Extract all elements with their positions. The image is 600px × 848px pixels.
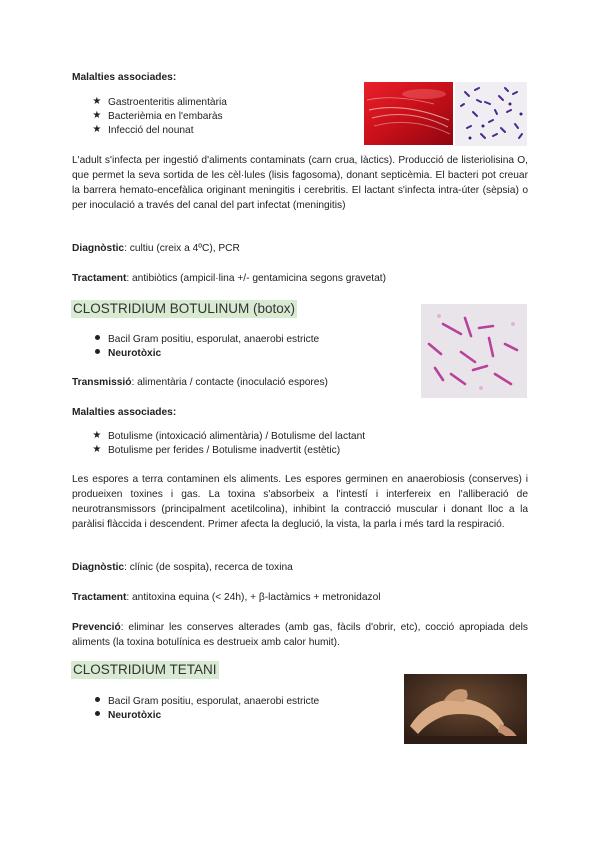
diagnostic-line-2: Diagnòstic: clínic (de sospita), recerca de toxina bbox=[72, 562, 293, 573]
list-item: Botulisme (intoxicació alimentària) / Botulisme del lactant bbox=[108, 431, 366, 442]
bullet-dot-icon bbox=[92, 333, 102, 344]
diagnostic-line-1: Diagnòstic: cultiu (creix a 4ºC), PCR bbox=[72, 243, 240, 254]
list-item: Gastroenteritis alimentària bbox=[108, 97, 227, 108]
agar-plate-image bbox=[364, 82, 453, 145]
bullet-dot-icon bbox=[92, 347, 102, 358]
heading-clostridium-botulinum: CLOSTRIDIUM BOTULINUM (botox) bbox=[73, 301, 296, 316]
star-bullet-icon: ★ bbox=[92, 430, 102, 441]
list-item: Botulisme per ferides / Botulisme inadvertit (estètic) bbox=[108, 445, 341, 456]
assoc-label-1: Malalties associades: bbox=[72, 72, 177, 83]
tetanus-painting-image bbox=[404, 674, 527, 744]
star-bullet-icon: ★ bbox=[92, 444, 102, 455]
botulinum-paragraph: Les espores a terra contaminen els aliments. Les espores germinen en anaerobiosis (conserves) i produeixen toxines i gas. La toxina s'absorbeix a l'intestí i interfereix en l'alliberació de neurotransmissors (principalment acetilcolina), inhibint la contracció muscular i donant lloc a la paràlisi flàccida i descendent. Primer afecta la deglució, la vista, la parla i més tard la respiració. bbox=[72, 474, 528, 530]
list-item: Neurotòxic bbox=[108, 710, 162, 721]
assoc-label-2: Malalties associades: bbox=[72, 407, 177, 418]
listeria-paragraph: L'adult s'infecta per ingestió d'aliments contaminats (carn crua, làctics). Producció de listeriolisina O, que permet la seva sortida de les cèl·lules (lisis fagosoma), donant septicèmia. El bacteri pot creuar la barrera hemato-encefàlica originant meningitis i cerebritis. El lactant s'infecta intra-úter (sèpsia) o per inoculació a través del canal del part infectat (meningitis) bbox=[72, 155, 528, 211]
treatment-line-1: Tractament: antibiòtics (ampicil·lina +/- gentamicina segons gravetat) bbox=[72, 273, 386, 284]
star-bullet-icon: ★ bbox=[92, 96, 102, 107]
list-item: Bacterièmia en l'embaràs bbox=[108, 111, 223, 122]
list-item: Infecció del nounat bbox=[108, 125, 194, 136]
heading-clostridium-tetani: CLOSTRIDIUM TETANI bbox=[73, 662, 217, 677]
star-bullet-icon: ★ bbox=[92, 124, 102, 135]
treatment-line-2: Tractament: antitoxina equina (< 24h), + β-lactàmics + metronidazol bbox=[72, 592, 381, 603]
botulinum-micrograph-image bbox=[421, 304, 527, 398]
list-item: Neurotòxic bbox=[108, 348, 162, 359]
bullet-dot-icon bbox=[92, 709, 102, 720]
prevention-paragraph: Prevenció: eliminar les conserves alterades (amb gas, fàcils d'obrir, etc), cocció apropiada dels aliments (la toxina botulínica es destrueix amb calor humit). bbox=[72, 622, 528, 648]
bullet-dot-icon bbox=[92, 695, 102, 706]
list-item: Bacil Gram positiu, esporulat, anaerobi estricte bbox=[108, 334, 320, 345]
star-bullet-icon: ★ bbox=[92, 110, 102, 121]
list-item: Bacil Gram positiu, esporulat, anaerobi estricte bbox=[108, 696, 320, 707]
transmission-line: Transmissió: alimentària / contacte (inoculació espores) bbox=[72, 377, 328, 388]
gram-stain-image bbox=[455, 82, 527, 146]
